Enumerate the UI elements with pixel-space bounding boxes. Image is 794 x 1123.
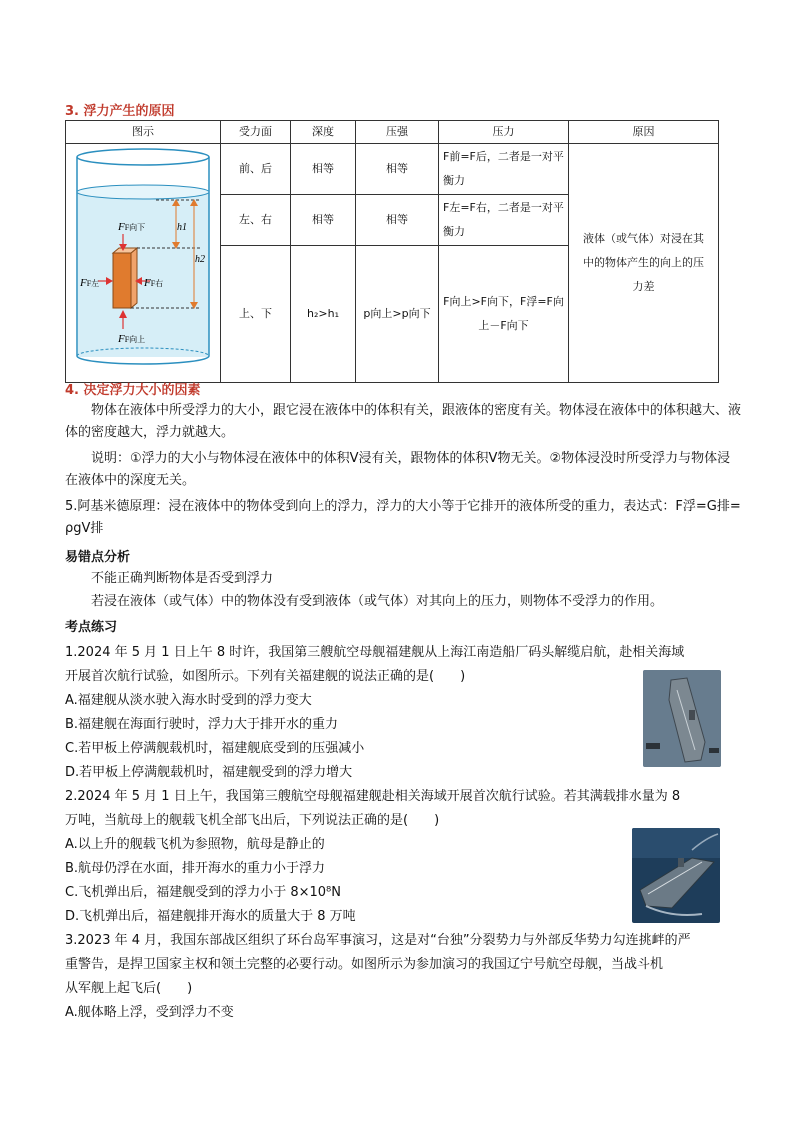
practice-title: 考点练习 bbox=[65, 620, 118, 635]
f-down-label: FF向下 bbox=[118, 221, 146, 233]
section5-archimedes: 5.阿基米德原理：浸在液体中的物体受到向上的浮力，浮力的大小等于它排开的液体所受的重力，表达式：F浮=G排= ρgV排 bbox=[65, 499, 741, 536]
q1-carrier-photo bbox=[643, 670, 721, 767]
header-diagram: 图示 bbox=[66, 121, 221, 144]
q3-stem-line2: 重警告，是捍卫国家主权和领土完整的必要行动。如图所示为参加演习的我国辽宁号航空母舰，当战斗机 bbox=[65, 957, 664, 972]
pressure-front-back: 相等 bbox=[356, 144, 439, 195]
h1-label: h1 bbox=[177, 222, 187, 233]
section4-paragraph-2: 说明：①浮力的大小与物体浸在液体中的体积V浸有关，跟物体的体积V物无关。②物体浸没时所受浮力与物体浸在液体中的深度无关。 bbox=[65, 451, 731, 488]
q2-option-c: C.飞机弹出后，福建舰受到的浮力小于 8×10⁸N bbox=[65, 885, 341, 900]
q1-stem-line2: 开展首次航行试验，如图所示。下列有关福建舰的说法正确的是( ) bbox=[65, 669, 466, 684]
q3-stem-line3: 从军舰上起飞后( ) bbox=[65, 981, 193, 996]
q2-stem-line1: 2.2024 年 5 月 1 日上午，我国第三艘航空母舰福建舰赴相关海域开展首次航行试验。若其满载排水量为 8 bbox=[65, 789, 681, 804]
q3-stem-line1: 3.2023 年 4 月，我国东部战区组织了环台岛军事演习，这是对“台独”分裂势力与外部反华势力勾连挑衅的严 bbox=[65, 933, 691, 948]
section3-title: 3. 浮力产生的原因 bbox=[65, 104, 175, 119]
reason-cell: 液体（或气体）对浸在其中的物体产生的向上的压力差 bbox=[569, 144, 719, 383]
q2-option-a: A.以上升的舰载飞机为参照物，航母是静止的 bbox=[65, 837, 325, 852]
pressure-top-bottom: p向上>p向下 bbox=[356, 245, 439, 382]
face-top-bottom: 上、下 bbox=[221, 245, 291, 382]
header-reason: 原因 bbox=[569, 121, 719, 144]
force-front-back: F前=F后，二者是一对平衡力 bbox=[439, 144, 569, 195]
q2-option-b: B.航母仍浮在水面，排开海水的重力小于浮力 bbox=[65, 861, 326, 876]
section4-paragraph-1: 物体在液体中所受浮力的大小，跟它浸在液体中的体积有关，跟液体的密度有关。物体浸在液体中的体积越大、液体的密度越大，浮力就越大。 bbox=[65, 403, 742, 440]
q1-stem-line1: 1.2024 年 5 月 1 日上午 8 时许，我国第三艘航空母舰福建舰从上海江南造船厂码头解缆启航，赴相关海域 bbox=[65, 645, 685, 660]
q2-option-d: D.飞机弹出后，福建舰排开海水的质量大于 8 万吨 bbox=[65, 909, 356, 924]
header-pressure: 压强 bbox=[356, 121, 439, 144]
f-right-label: FF右 bbox=[144, 277, 164, 289]
cylinder-diagram-cell bbox=[66, 144, 221, 383]
mistake-subtitle: 不能正确判断物体是否受到浮力 bbox=[91, 571, 274, 586]
pressure-left-right: 相等 bbox=[356, 194, 439, 245]
mistake-title: 易错点分析 bbox=[65, 550, 131, 565]
depth-front-back: 相等 bbox=[291, 144, 356, 195]
section4-title: 4. 决定浮力大小的因素 bbox=[65, 383, 201, 398]
depth-left-right: 相等 bbox=[291, 194, 356, 245]
q3-option-a: A.舰体略上浮，受到浮力不变 bbox=[65, 1005, 234, 1020]
force-top-bottom: F向上>F向下，F浮=F向上－F向下 bbox=[439, 245, 569, 382]
buoyancy-cause-table bbox=[65, 120, 719, 383]
q1-option-c: C.若甲板上停满舰载机时，福建舰底受到的压强减小 bbox=[65, 741, 365, 756]
q2-carrier-photo bbox=[632, 828, 720, 923]
table-header-row bbox=[66, 121, 719, 144]
force-left-right: F左=F右，二者是一对平衡力 bbox=[439, 194, 569, 245]
q1-option-a: A.福建舰从淡水驶入海水时受到的浮力变大 bbox=[65, 693, 312, 708]
f-left-label: FF左 bbox=[80, 277, 100, 289]
header-depth: 深度 bbox=[291, 121, 356, 144]
q1-option-d: D.若甲板上停满舰载机时，福建舰受到的浮力增大 bbox=[65, 765, 353, 780]
q1-option-b: B.福建舰在海面行驶时，浮力大于排开水的重力 bbox=[65, 717, 339, 732]
f-up-label: FF向上 bbox=[118, 333, 146, 345]
face-left-right: 左、右 bbox=[221, 194, 291, 245]
mistake-text: 若浸在液体（或气体）中的物体没有受到液体（或气体）对其向上的压力，则物体不受浮力的作用。 bbox=[91, 594, 664, 609]
depth-top-bottom: h₂>h₁ bbox=[291, 245, 356, 382]
table-row bbox=[66, 144, 719, 195]
h2-label: h2 bbox=[195, 254, 205, 265]
face-front-back: 前、后 bbox=[221, 144, 291, 195]
header-force: 压力 bbox=[439, 121, 569, 144]
q2-stem-line2: 万吨，当航母上的舰载飞机全部飞出后，下列说法正确的是( ) bbox=[65, 813, 440, 828]
cylinder-diagram bbox=[66, 144, 221, 374]
header-face: 受力面 bbox=[221, 121, 291, 144]
